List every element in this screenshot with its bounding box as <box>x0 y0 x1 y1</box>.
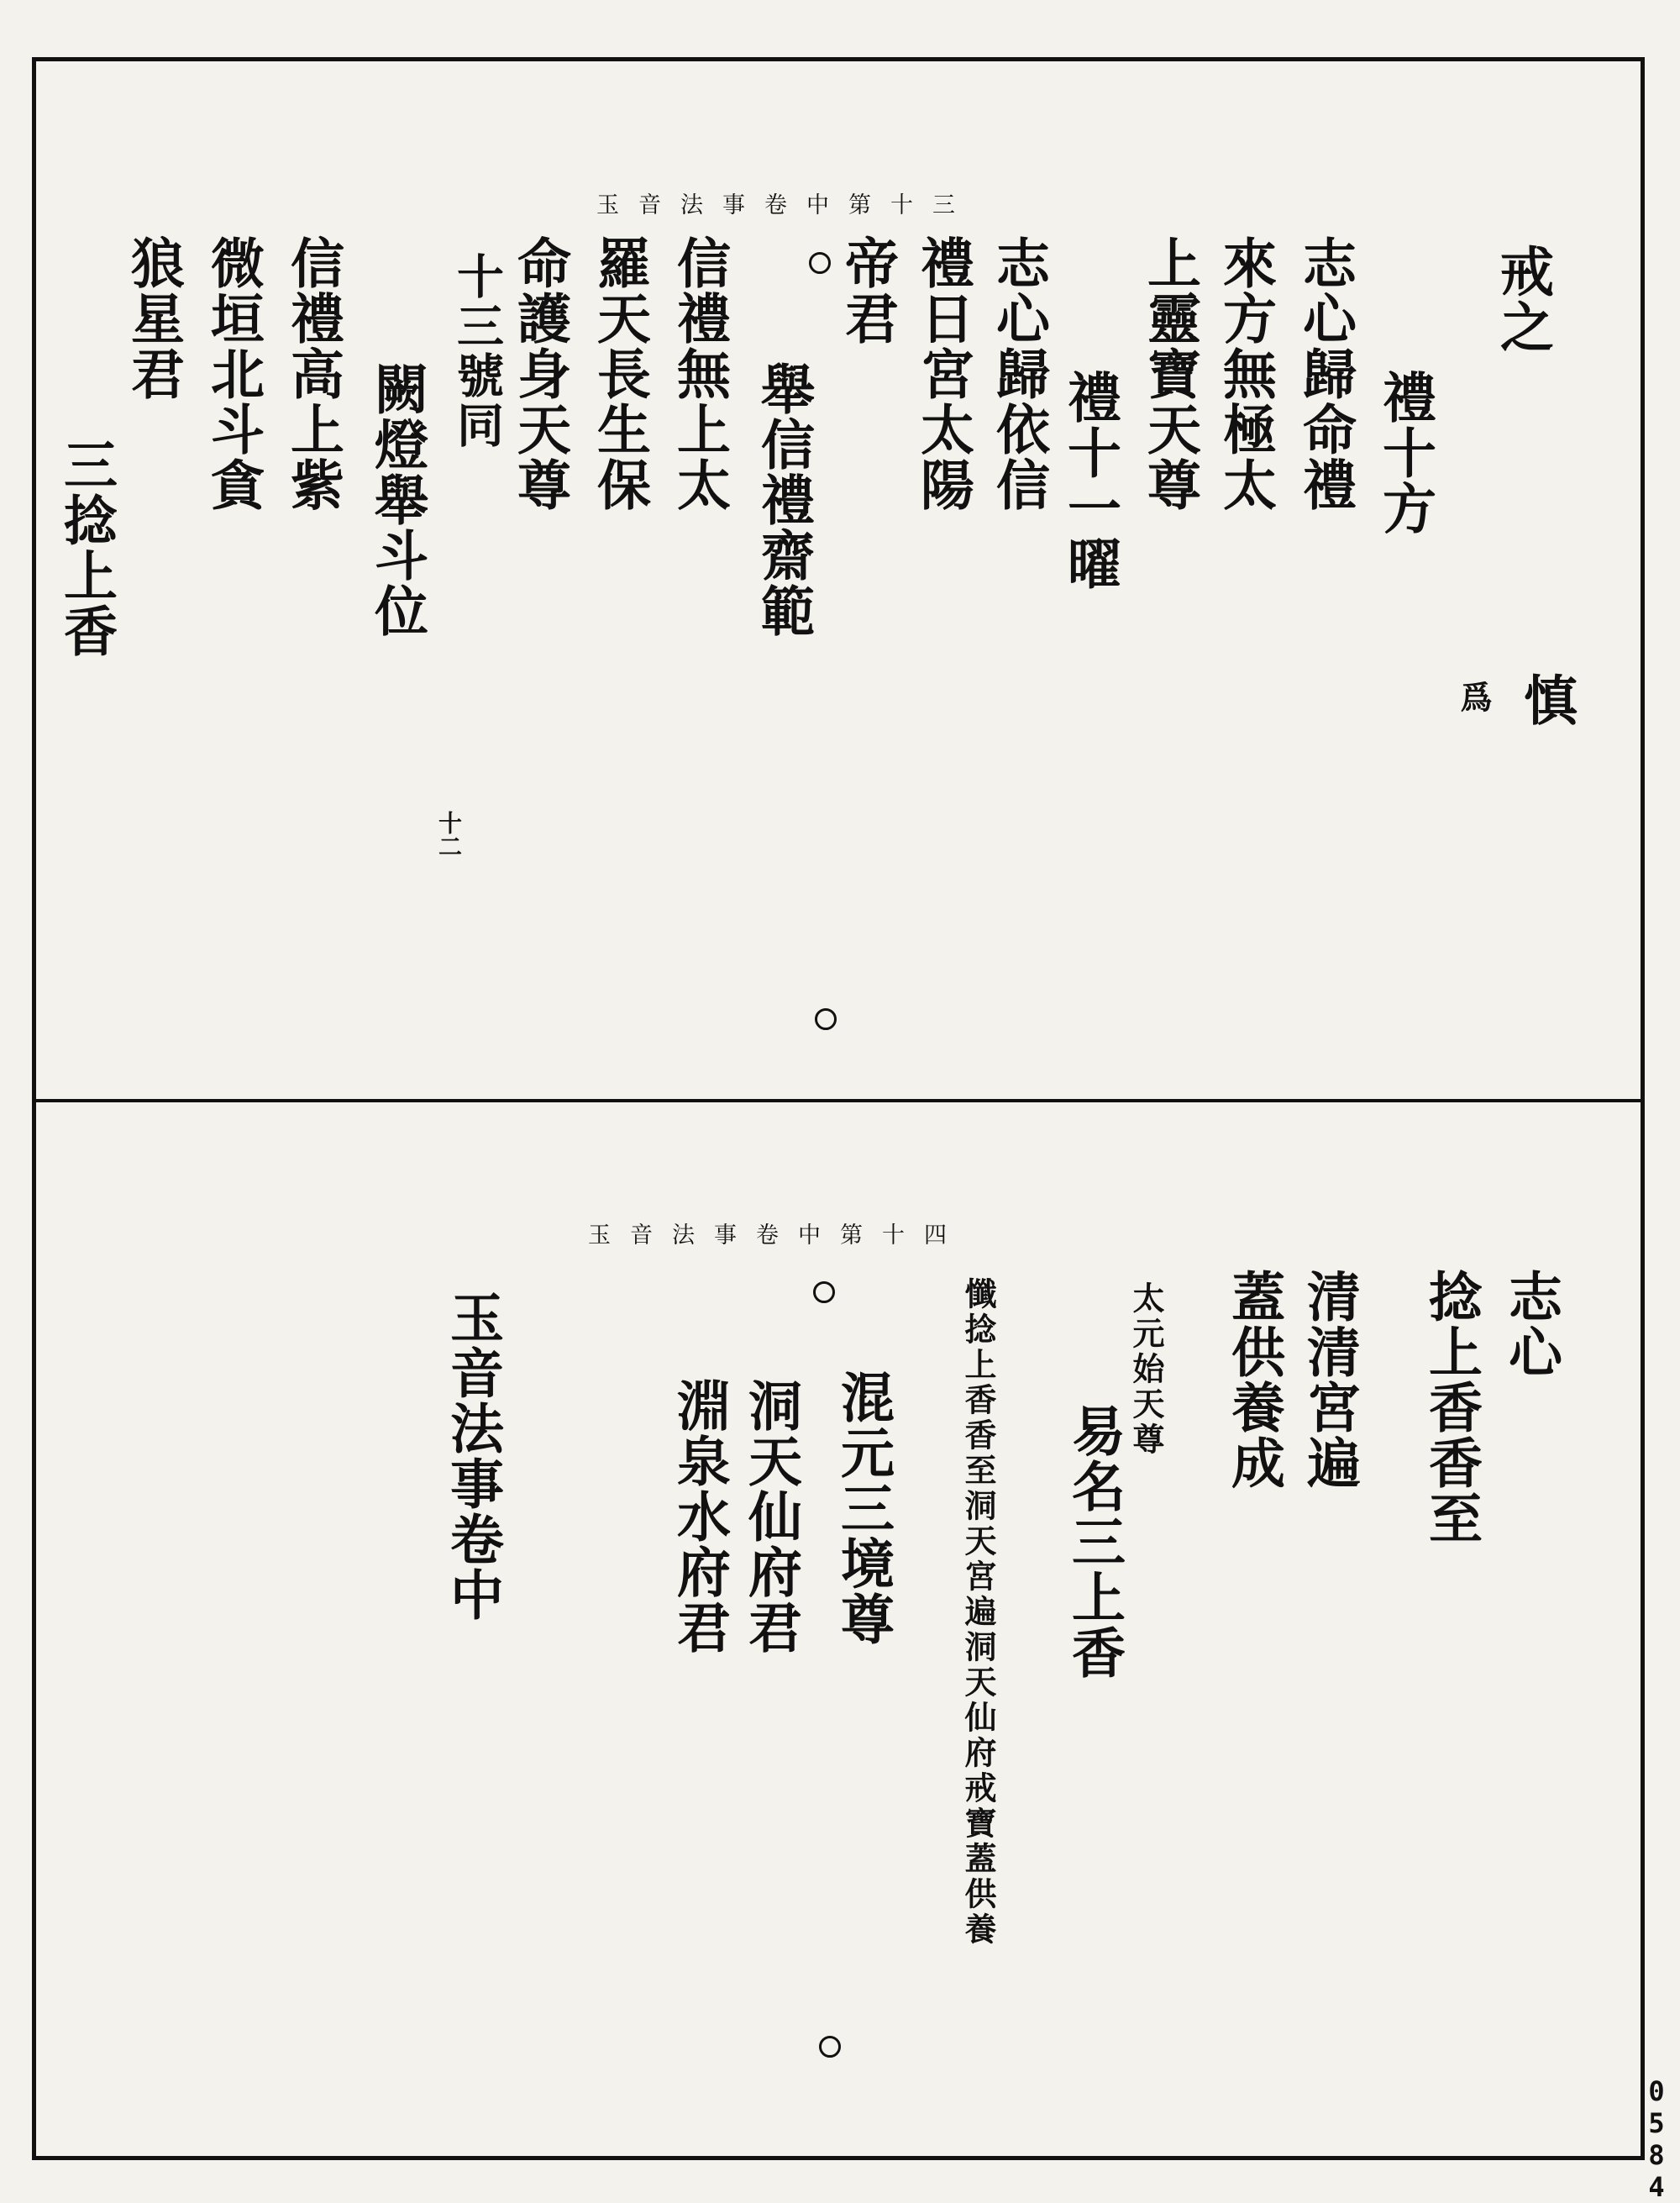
top-col-3: 爲 <box>1455 681 1493 716</box>
top-col-14: 羅天長生保 <box>588 235 651 513</box>
top-header: 玉音法事卷中第十三 <box>596 192 974 218</box>
bottom-header: 玉音法事卷中第十四 <box>588 1222 966 1249</box>
page-number: 0584 <box>1641 2075 1672 2203</box>
top-col-1: 戒之 <box>1491 244 1554 355</box>
panel-divider <box>32 1099 1645 1102</box>
top-col-9: 志心歸依信 <box>987 235 1050 513</box>
top-interlinear-mark: 十二 <box>435 811 463 858</box>
bottom-col-2: 捻上香香至 <box>1420 1269 1483 1546</box>
top-col-8: 禮十一曜 <box>1058 370 1121 591</box>
bottom-col-1: 志心 <box>1499 1269 1562 1380</box>
top-col-6: 來方無極太 <box>1214 235 1277 513</box>
top-col-13: 信禮無上太 <box>668 235 731 513</box>
bottom-col-4: 蓋供養成 <box>1222 1269 1285 1491</box>
bottom-col-10: 淵泉水府君 <box>668 1378 731 1655</box>
top-col-4: 志心歸命禮 <box>1294 235 1357 513</box>
top-col-10: 禮日宮太陽 <box>911 235 974 513</box>
bottom-col-5: 易名三上香 <box>1063 1403 1126 1680</box>
top-col-18: 信禮高上紫 <box>281 235 344 513</box>
top-col-20: 狼星君 <box>122 235 185 402</box>
top-col-21: 三捻上香 <box>55 437 118 659</box>
punctuation-circle <box>819 2036 841 2058</box>
punctuation-circle <box>809 252 831 274</box>
bottom-col-6: 太元始天尊 <box>1127 1281 1165 1458</box>
top-col-7: 上靈寶天尊 <box>1138 235 1201 513</box>
top-col-11: 帝君 <box>836 235 899 346</box>
top-col-5: 禮十方 <box>1373 370 1436 536</box>
punctuation-circle <box>815 1008 837 1030</box>
bottom-col-8: 混元三境尊 <box>832 1370 895 1647</box>
top-col-2: 慎 <box>1515 672 1578 728</box>
top-col-17: 闕燈舉斗位 <box>365 361 428 639</box>
top-col-16: 十三號同 <box>449 252 505 450</box>
bottom-col-3: 清清宮遍 <box>1298 1269 1361 1491</box>
top-col-19: 微垣北斗貪 <box>202 235 265 513</box>
punctuation-circle <box>813 1281 835 1303</box>
top-col-15: 命護身天尊 <box>508 235 571 513</box>
bottom-col-11: 玉音法事卷中 <box>441 1290 504 1622</box>
bottom-col-7: 懺捻上香香至洞天宮遍洞天仙府戒寶蓋供養 <box>959 1277 997 1948</box>
bottom-col-9: 洞天仙府君 <box>739 1378 802 1655</box>
top-col-12: 舉信禮齋範 <box>752 361 815 639</box>
